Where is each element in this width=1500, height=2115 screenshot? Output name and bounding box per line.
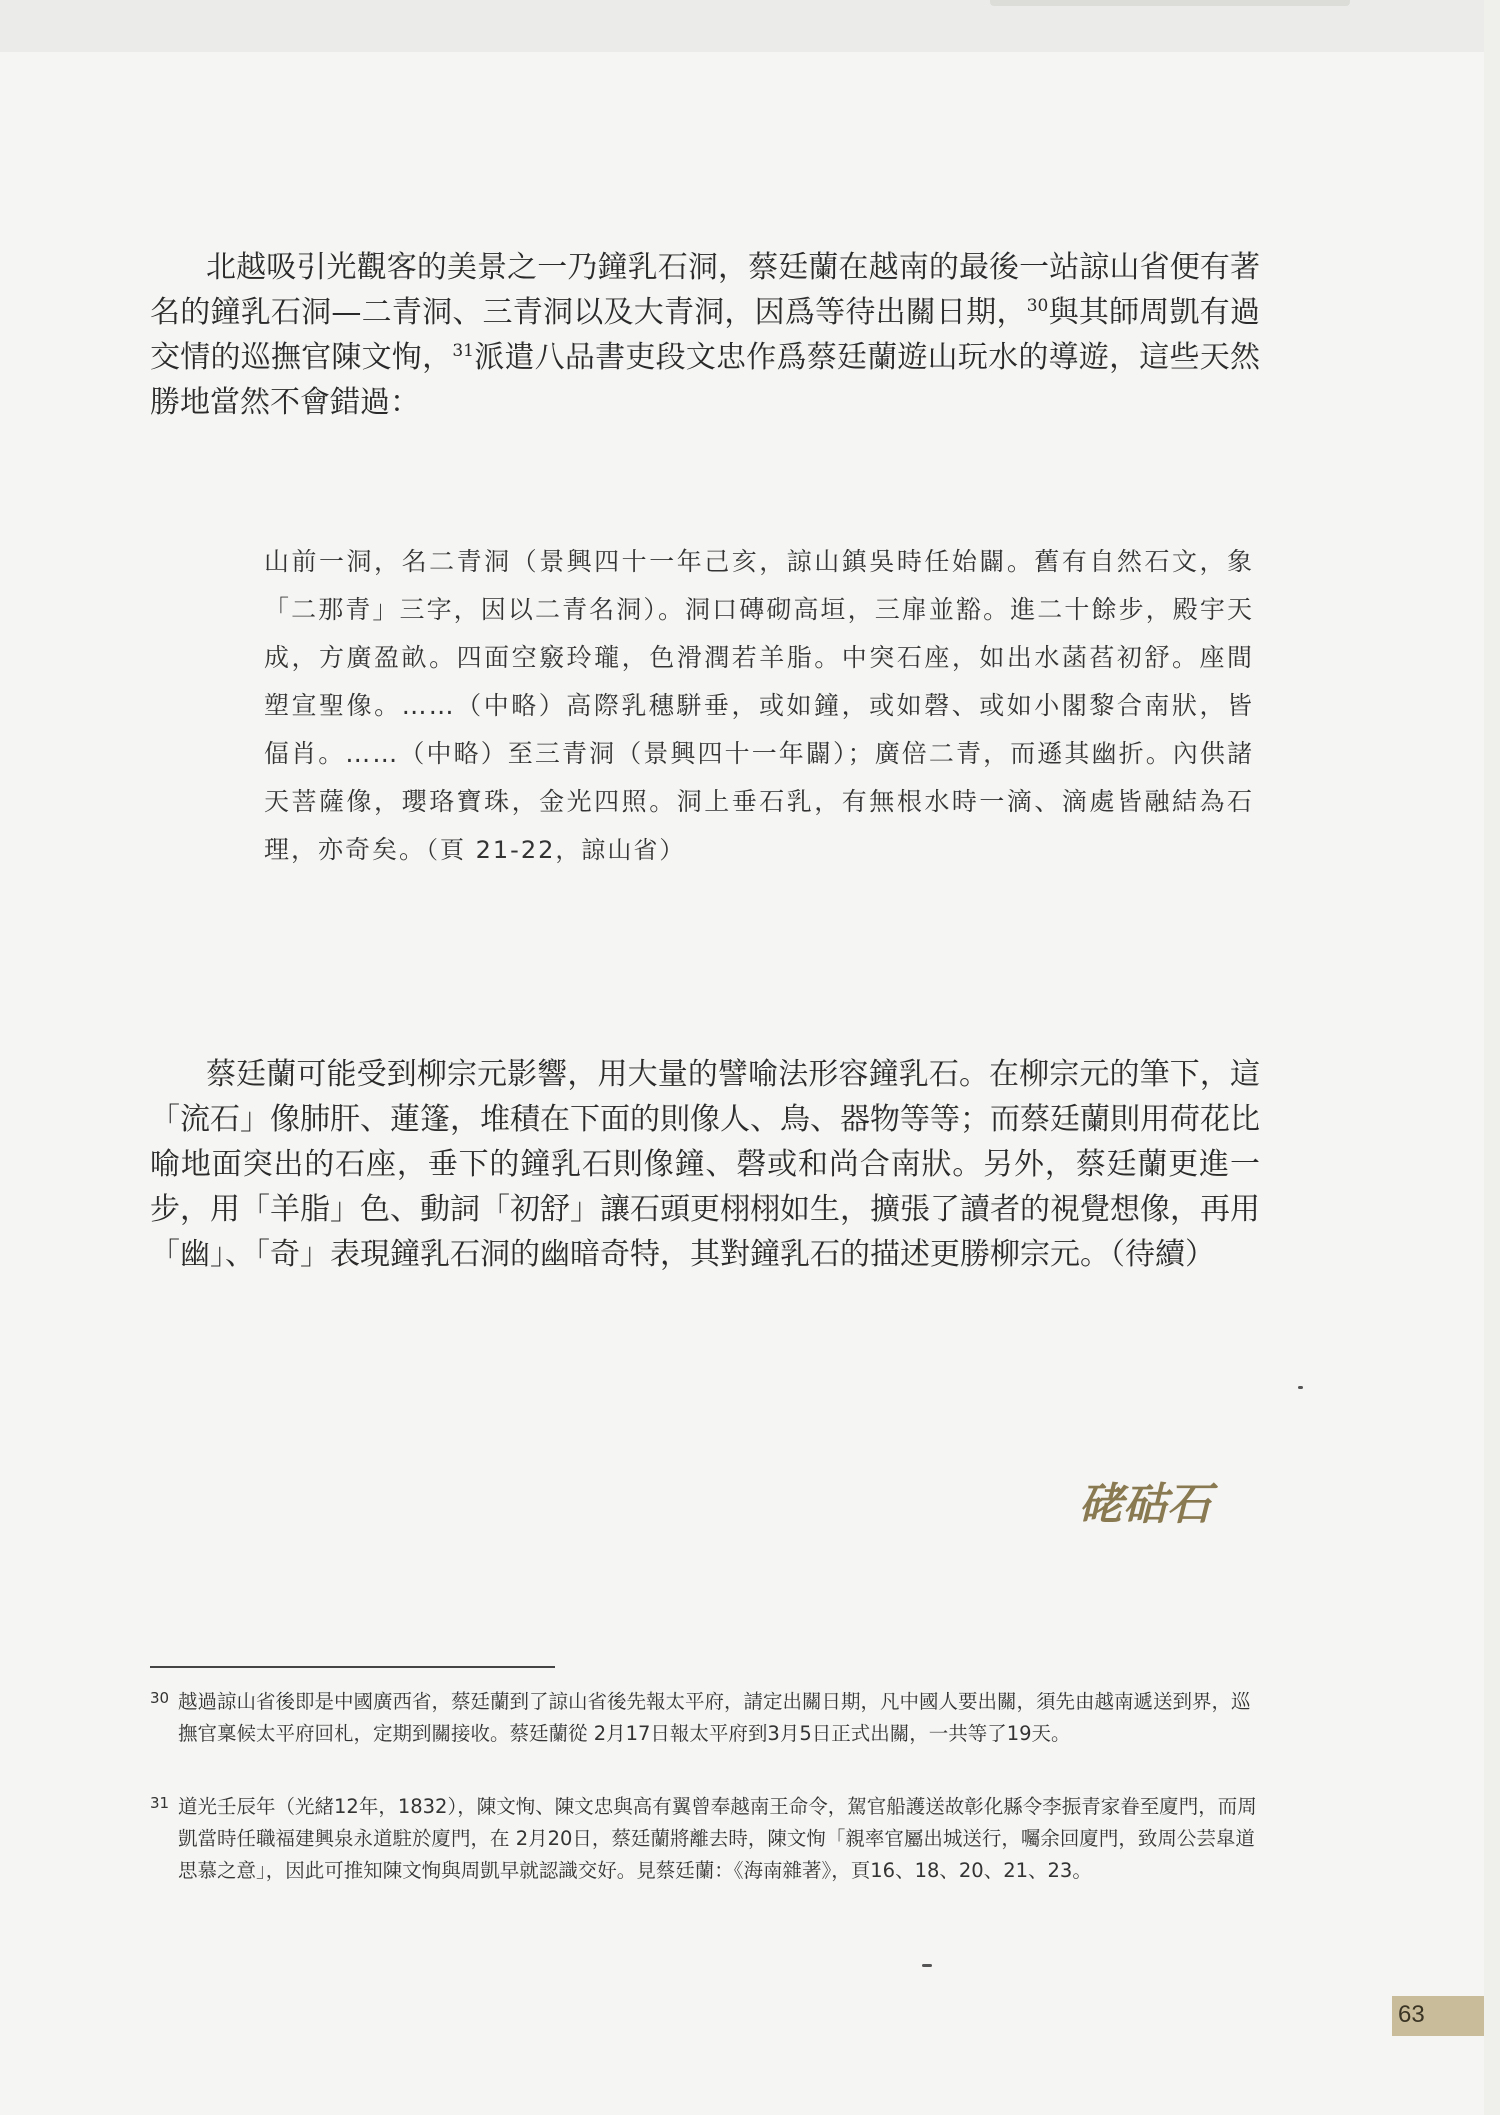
body-paragraph-1: [150, 245, 1260, 425]
quote-text: 山前一洞，名二青洞（景興四十一年己亥，諒山鎮吳時任始闢。舊有自然石文，象「二那青」三字，因以二青名洞）。洞口磚砌高垣，三扉並豁。進二十餘步，殿宇天成，方廣盈畝。四面空竅玲瓏，色滑潤若羊脂。中突石座，如出水菡萏初舒。座間塑宣聖像。……（中略）高際乳穗駢垂，或如鐘，或如磬、或如小閣黎合南狀，皆偪肖。……（中略）至三青洞（景興四十一年闢）；廣倍二青，而遜其幽折。內供諸天菩薩像，瓔珞寶珠，金光四照。洞上垂石乳，有無根水時一滴、滴處皆融結為石理，亦奇矣。: [264, 547, 1254, 864]
footnote-31: [150, 1791, 1260, 1887]
calligraphy-logo: [1075, 1465, 1235, 1537]
paragraph-1-part-3: 派遣八品書吏段文忠作爲蔡廷蘭遊山玩水的導遊，這些天然勝地當然不會錯過：: [150, 340, 1261, 420]
footnote-text: 道光壬辰年（光緒12年，1832），陳文恂、陳文忠與高有翼曾奉越南王命令，駕官船護送故彰化縣令李振青家眷至廈門，而周凱當時任職福建興泉永道駐於廈門，在 2月20日，蔡廷蘭將離去時，陳文恂「親率官屬出城送行，囑余回廈門，致周公芸皐道思慕之意」，因此可推知陳文恂與周凱早就認識交好。見蔡廷蘭：《海南雜著》，頁16、18、20、21、23。: [178, 1795, 1257, 1882]
scan-speck: [922, 1964, 932, 1967]
footnote-text: 越過諒山省後即是中國廣西省，蔡廷蘭到了諒山省後先報太平府，請定出關日期，凡中國人要出關，須先由越南遞送到界，巡撫官稟候太平府回札，定期到關接收。蔡廷蘭從 2月17日報太平府到3月5日正式出關，一共等了19天。: [178, 1690, 1251, 1745]
footnote-number: 31: [150, 1794, 170, 1812]
paragraph-1-part-2: 與其師周凱有過交情的巡撫官陳文恂，: [150, 295, 1261, 375]
block-quote: [264, 538, 1254, 874]
quote-citation: （頁 21-22，諒山省）: [426, 836, 686, 864]
page-top-band: [0, 0, 1500, 52]
logo-text: 硓𥑮石: [1079, 1479, 1211, 1530]
footnote-number: 30: [150, 1689, 170, 1707]
footnote-divider: [150, 1666, 555, 1668]
page-number: 63: [1398, 2001, 1425, 2028]
page-right-edge: [1484, 0, 1500, 2115]
paragraph-1-part-1: 北越吸引光觀客的美景之一乃鐘乳石洞，蔡廷蘭在越南的最後一站諒山省便有著名的鐘乳石洞—二青洞、三青洞以及大青洞，因爲等待出關日期，: [150, 250, 1260, 330]
body-paragraph-2: 蔡廷蘭可能受到柳宗元影響，用大量的譬喻法形容鐘乳石。在柳宗元的筆下，這「流石」像肺肝、蓮篷，堆積在下面的則像人、鳥、器物等等；而蔡廷蘭則用荷花比喻地面突出的石座，垂下的鐘乳石則像鐘、磬或和尚合南狀。另外，蔡廷蘭更進一步，用「羊脂」色、動詞「初舒」讓石頭更栩栩如生，擴張了讀者的視覺想像，再用「幽」、「奇」表現鐘乳石洞的幽暗奇特，其對鐘乳石的描述更勝柳宗元。（待續）: [150, 1057, 1260, 1272]
top-edge-mark: [990, 0, 1350, 6]
footnote-ref-31[interactable]: 31: [452, 341, 474, 361]
footnote-ref-30[interactable]: 30: [1026, 296, 1049, 316]
scan-speck: [1298, 1386, 1303, 1389]
footnote-30: [150, 1686, 1260, 1750]
